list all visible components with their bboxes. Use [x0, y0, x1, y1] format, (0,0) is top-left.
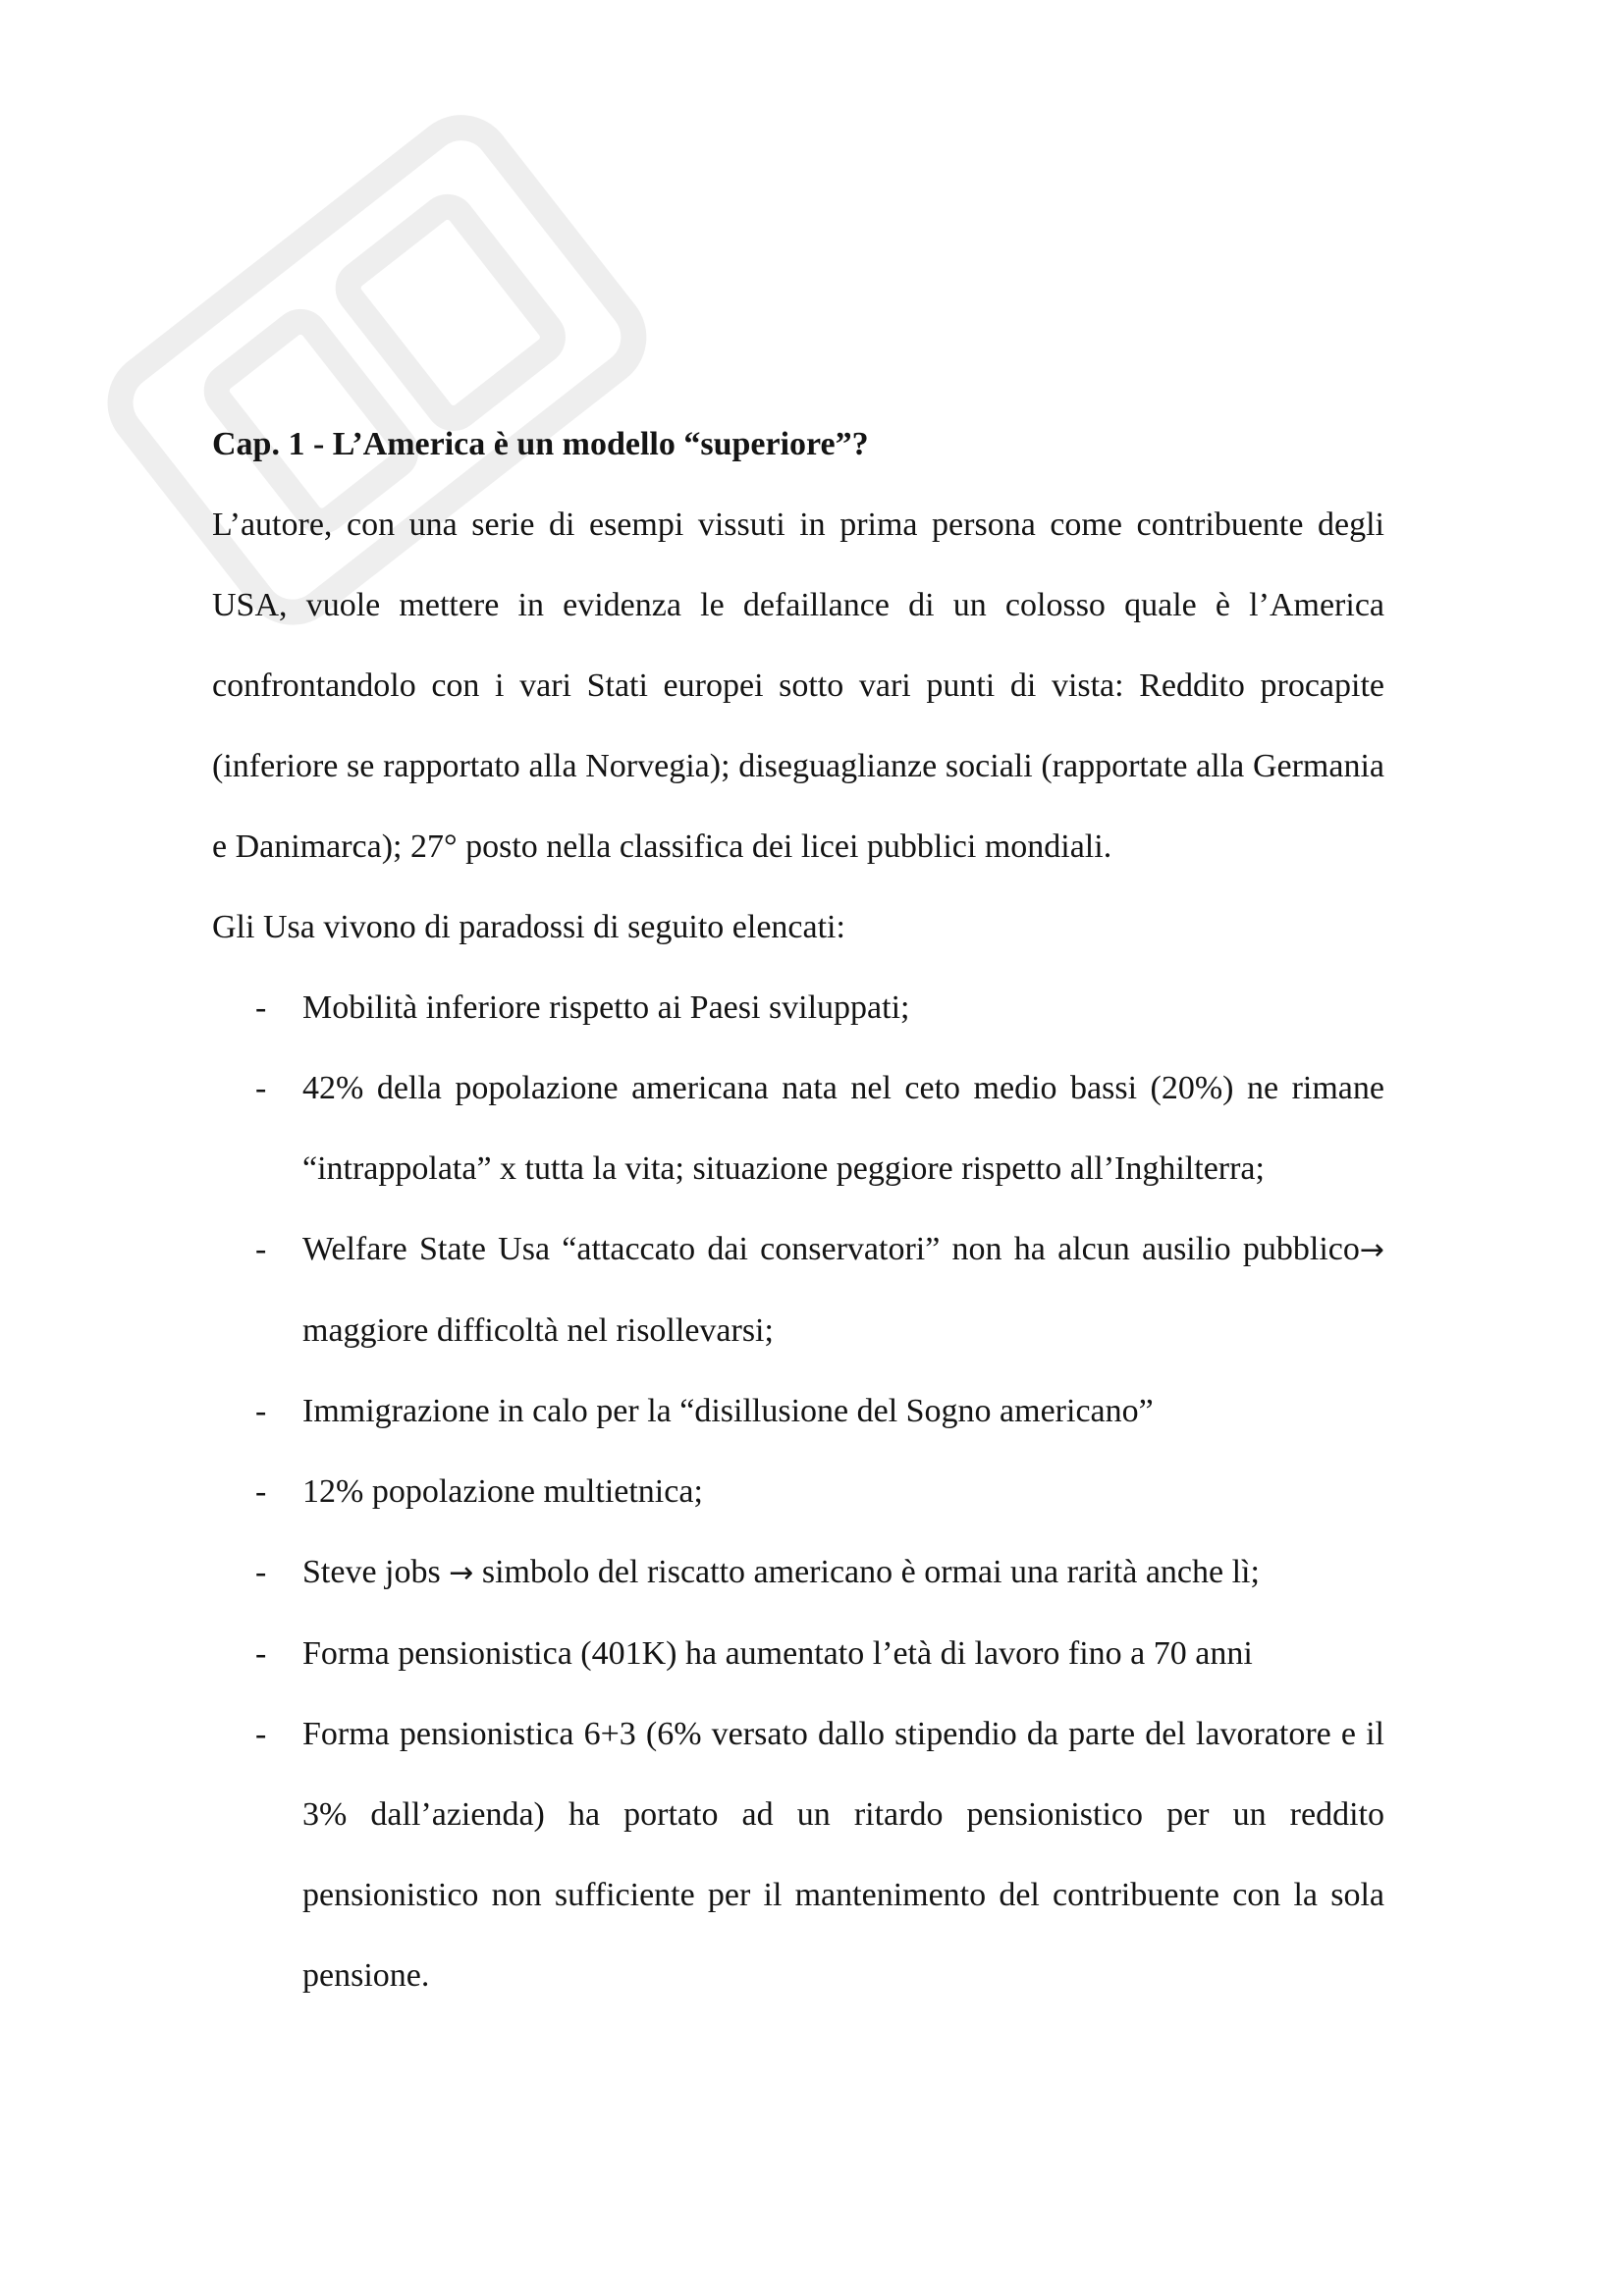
- list-item: [212, 1209, 1384, 1371]
- arrow-right-icon: →: [1359, 1233, 1384, 1267]
- list-item-text: 12% popolazione multietnica;: [302, 1473, 703, 1510]
- list-item: [212, 968, 1384, 1048]
- list-item-text-before-arrow: Welfare State Usa “attaccato dai conservatori” non ha alcun ausilio pubblico: [302, 1231, 1360, 1267]
- list-item-text: Forma pensionistica (401K) ha aumentato l’età di lavoro fino a 70 anni: [302, 1635, 1253, 1672]
- list-item-text: Forma pensionistica 6+3 (6% versato dallo stipendio da parte del lavoratore e il 3% dall’azienda) ha portato ad un ritardo pensionistico per un reddito pensionistico non sufficiente per il mantenimento del contribuente con la sola pensione.: [302, 1716, 1384, 1994]
- list-item: [212, 1048, 1384, 1209]
- list-item: [212, 1614, 1384, 1694]
- list-item: [212, 1694, 1384, 2016]
- list-item-text: Immigrazione in calo per la “disillusione del Sogno americano”: [302, 1393, 1154, 1429]
- bullet-dash: -: [255, 989, 267, 1026]
- list-item: [212, 1371, 1384, 1452]
- bullet-dash: -: [255, 1716, 267, 1752]
- list-intro: Gli Usa vivono di paradossi di seguito elencati:: [212, 909, 845, 945]
- list-item: [212, 1532, 1384, 1614]
- bullet-dash: -: [255, 1393, 267, 1429]
- intro-paragraph: L’autore, con una serie di esempi vissuti in prima persona come contribuente degli USA, vuole mettere in evidenza le defaillance di un colosso quale è l’America confrontandolo con i vari Stati europei sotto vari punti di vista: Reddito procapite (inferiore se rapportato alla Norvegia); diseguaglianze sociali (rapportate alla Germania e Danimarca); 27° posto nella classifica dei licei pubblici mondiali.: [212, 507, 1384, 865]
- list-item-text-after-arrow: maggiore difficoltà nel risollevarsi;: [302, 1312, 774, 1349]
- list-item: [212, 1452, 1384, 1532]
- bullet-dash: -: [255, 1554, 267, 1590]
- list-item-text: 42% della popolazione americana nata nel ceto medio bassi (20%) ne rimane “intrappolata” x tutta la vita; situazione peggiore rispetto all’Inghilterra;: [302, 1070, 1384, 1187]
- paradox-list: [212, 968, 1384, 2016]
- chapter-heading: Cap. 1 - L’America è un modello “superiore”?: [212, 426, 869, 462]
- list-item-text-after-arrow: simbolo del riscatto americano è ormai una rarità anche lì;: [473, 1554, 1260, 1590]
- list-item-text-before-arrow: Steve jobs: [302, 1554, 450, 1590]
- bullet-dash: -: [255, 1635, 267, 1672]
- bullet-dash: -: [255, 1473, 267, 1510]
- document-body: [212, 404, 1384, 2016]
- bullet-dash: -: [255, 1070, 267, 1106]
- bullet-dash: -: [255, 1231, 267, 1267]
- list-item-text: Mobilità inferiore rispetto ai Paesi sviluppati;: [302, 989, 910, 1026]
- arrow-right-icon: →: [449, 1556, 474, 1590]
